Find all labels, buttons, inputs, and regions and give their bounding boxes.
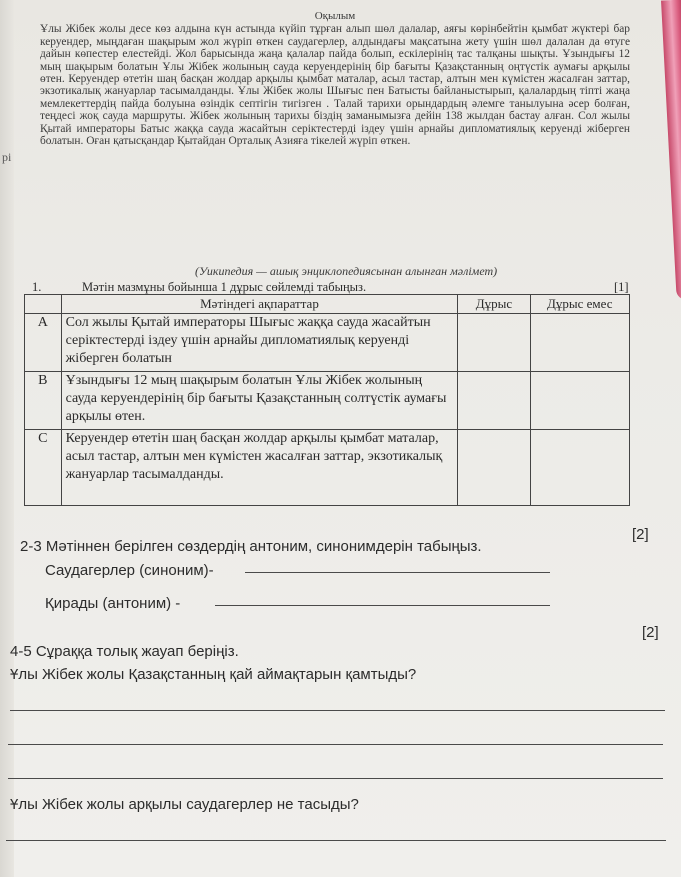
margin-mark: рі bbox=[2, 150, 12, 164]
q23-answer-line-1[interactable] bbox=[245, 572, 550, 573]
header-false: Дұрыс емес bbox=[530, 295, 629, 314]
table-row bbox=[25, 314, 630, 372]
reading-title: Оқылым bbox=[314, 10, 356, 22]
header-info: Мәтіндегі ақпараттар bbox=[61, 295, 458, 314]
row-text: Ұзындығы 12 мың шақырым болатын Ұлы Жібек жолының сауда керуендерінің бір бағыты Қазақстанның солтүстік аумағы арқылы өтен. bbox=[61, 372, 458, 430]
q1-table bbox=[24, 294, 630, 506]
q23-answer-line-2[interactable] bbox=[215, 605, 550, 606]
row-false-cell[interactable] bbox=[530, 372, 629, 430]
row-true-cell[interactable] bbox=[458, 430, 530, 506]
pen-decoration bbox=[661, 0, 681, 300]
table-row bbox=[25, 372, 630, 430]
q45-answer-line-4[interactable] bbox=[6, 840, 666, 841]
q45-question-2: Ұлы Жібек жолы арқылы саудагерлер не тасыды? bbox=[10, 796, 359, 813]
q1-number: 1. bbox=[32, 280, 42, 294]
header-true: Дұрыс bbox=[458, 295, 530, 314]
row-letter: A bbox=[25, 314, 62, 372]
q45-heading: 4-5 Сұраққа толық жауап беріңіз. bbox=[10, 643, 239, 660]
row-text: Керуендер өтетін шаң басқан жолдар арқылы қымбат маталар, асыл тастар, алтын мен күмістен жасалған заттар, экзотикалық жануарлар тасымалданды. bbox=[61, 430, 458, 506]
row-true-cell[interactable] bbox=[458, 372, 530, 430]
row-text: Сол жылы Қытай императоры Шығыс жаққа сауда жасайтын серіктестерді іздеу үшін арнайы дипломатиялық керуенді жіберген болатын bbox=[61, 314, 458, 372]
q23-heading: 2-3 Мәтіннен берілген сөздердің антоним, синонимдерін табыңыз. bbox=[20, 538, 482, 555]
row-false-cell[interactable] bbox=[530, 314, 629, 372]
q23-marks: [2] bbox=[632, 526, 649, 543]
row-true-cell[interactable] bbox=[458, 314, 530, 372]
reading-source: (Уикипедия — ашық энциклопедиясынан алынған мәлімет) bbox=[195, 264, 498, 278]
row-letter: C bbox=[25, 430, 62, 506]
reading-paragraph: Ұлы Жібек жолы десе көз алдына күн астында күйіп тұрған алып шөл далалар, аяғы көрінбейтін қымбат жүктері бар керуендер, мыңдаған шақырым жол жүріп өткен саудагерлер, алдындағы мақсатына жету үшін шөл далалан да өтуге дайын көпестер елестейді. Жол барысында жаңа қалалар пайда болып, ескілерінің тас талқаны шықты. Ұзындығы 12 мың шақырым болатын Ұлы Жібек жолының сауда керуендерінің бір бағыты Қазақстанның оңтүстік аумағы арқылы өтен. Керуендер өтетін шаң басқан жолдар арқылы қымбат маталар, асыл тастар, алтын мен күмістен жасалған заттар, экзотикалық жануарлар тасымалданды. Ұлы Жібек жолы Шығыс пен Батысты байланыстырып, қалалардың тіпті жаңа мемлекеттердің пайда болуына өзіндік септігін тигізген . Талай тарихи орындардың әлемге танылуына әсер болған, теңдесі жоқ сауда маршруты. Жібек жолының тарихы біздің заманымызға дейін 138 жылдан бастау алған. Сол жылы Қытай императоры Батыс жаққа сауда жасайтын серіктестерді іздеу үшін арнайы дипломатиялық керуенді жіберген болатын. Оған қатысқандар Қытайдан Орталық Азияға тікелей жүріп өткен. bbox=[40, 23, 630, 148]
q45-answer-line-3[interactable] bbox=[8, 778, 663, 779]
q23-item-antonym: Қирады (антоним) - bbox=[45, 595, 181, 612]
q45-question-1: Ұлы Жібек жолы Қазақстанның қай аймақтарын қамтыды? bbox=[10, 666, 417, 683]
row-letter: B bbox=[25, 372, 62, 430]
q45-marks: [2] bbox=[642, 624, 659, 641]
q1-instruction: Мәтін мазмұны бойынша 1 дұрыс сөйлемді табыңыз. bbox=[82, 280, 367, 294]
page-edge bbox=[0, 0, 14, 877]
q23-item-synonym: Саудагерлер (синоним)- bbox=[45, 562, 214, 579]
row-false-cell[interactable] bbox=[530, 430, 629, 506]
q1-marks: [1] bbox=[614, 280, 629, 294]
q45-answer-line-1[interactable] bbox=[10, 710, 665, 711]
reading-passage bbox=[40, 10, 630, 147]
q45-answer-line-2[interactable] bbox=[8, 744, 663, 745]
header-blank bbox=[25, 295, 62, 314]
table-row bbox=[25, 430, 630, 506]
q1-table-header bbox=[25, 295, 630, 314]
